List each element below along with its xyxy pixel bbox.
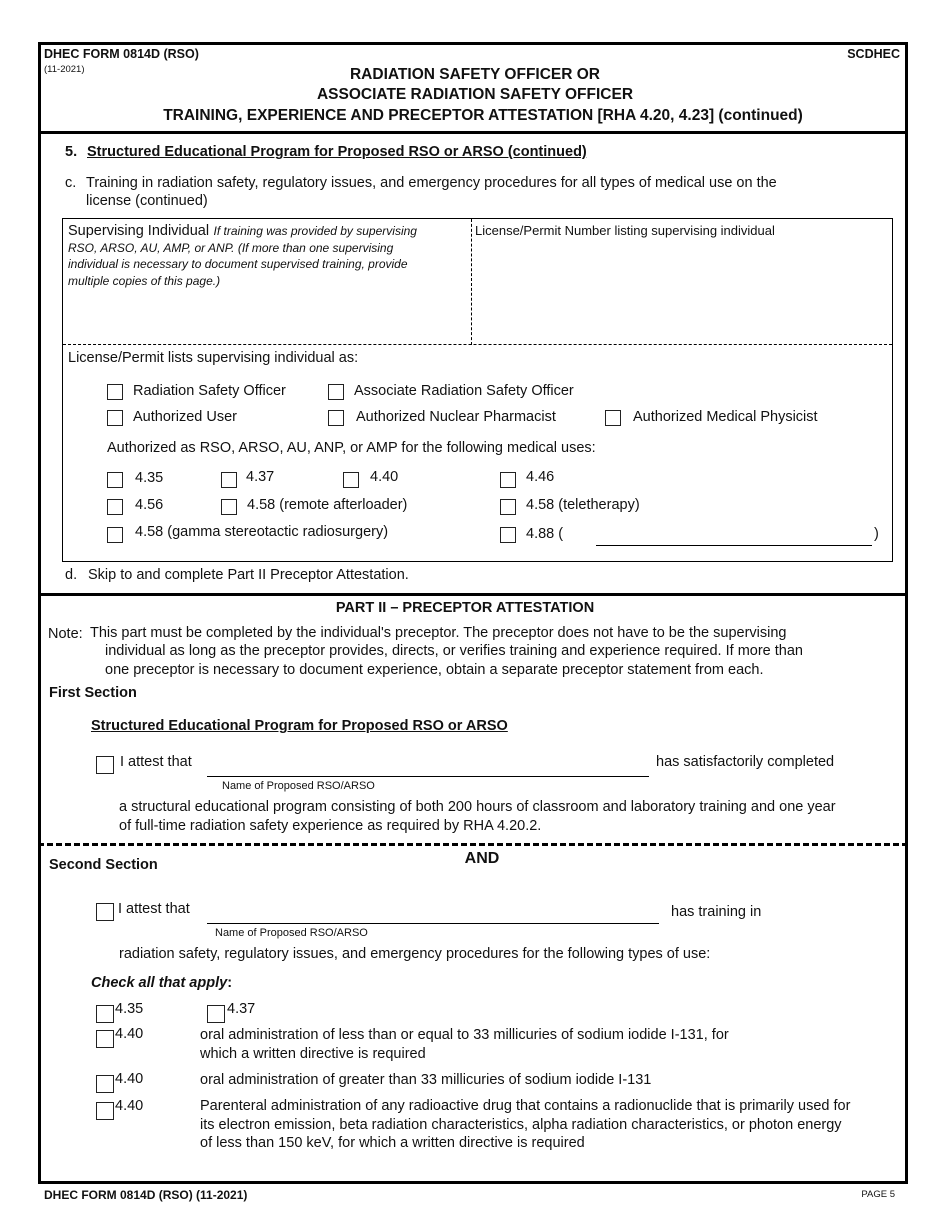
supervising-note-1: If training was provided by supervising (213, 224, 417, 238)
item-c-letter: c. (65, 175, 77, 191)
use-456-label: 4.56 (135, 497, 164, 513)
arso-label: Associate Radiation Safety Officer (354, 383, 574, 399)
use-446-label: 4.46 (526, 469, 555, 485)
item-440-wd-desc-2: which a written directive is required (200, 1046, 426, 1062)
license-number-field[interactable]: License/Permit Number listing supervising individual (475, 223, 775, 238)
item-435-label: 4.35 (115, 1001, 144, 1017)
amp-checkbox[interactable] (605, 410, 621, 426)
first-name-input-line[interactable] (207, 776, 649, 777)
item-440-parenteral-label: 4.40 (115, 1098, 144, 1114)
first-completed-label: has satisfactorily completed (656, 754, 835, 770)
item-440-gt33-label: 4.40 (115, 1071, 144, 1087)
supervising-note-4: multiple copies of this page.) (68, 273, 221, 288)
item-440-wd-desc-1: oral administration of less than or equal to 33 millicuries of sodium iodide I-131, for (200, 1027, 729, 1043)
au-label: Authorized User (133, 409, 237, 425)
item-435-checkbox[interactable] (96, 1005, 114, 1023)
note-line-3: one preceptor is necessary to document experience, obtain a separate preceptor statement from each. (105, 662, 764, 678)
second-attest-label: I attest that (118, 901, 190, 917)
use-488-close: ) (874, 526, 879, 542)
item-d-letter: d. (65, 567, 78, 583)
agency-name: SCDHEC (847, 47, 900, 61)
item-c-line-2: license (continued) (86, 193, 208, 209)
use-440-label: 4.40 (370, 469, 399, 485)
use-456-checkbox[interactable] (107, 499, 123, 515)
item-437-checkbox[interactable] (207, 1005, 225, 1023)
use-446-checkbox[interactable] (500, 472, 516, 488)
use-458-gamma-checkbox[interactable] (107, 527, 123, 543)
first-section-subheading: Structured Educational Program for Proposed RSO or ARSO (91, 718, 508, 734)
item-440-gt33-desc: oral administration of greater than 33 millicuries of sodium iodide I-131 (200, 1072, 652, 1088)
use-437-label: 4.37 (246, 469, 275, 485)
first-name-caption: Name of Proposed RSO/ARSO (222, 780, 375, 792)
and-label: AND (464, 850, 500, 867)
supervising-individual-field[interactable] (68, 223, 463, 289)
item-c-line-1: Training in radiation safety, regulatory issues, and emergency procedures for all types of medical use on the (86, 175, 777, 191)
section-dashed-divider (38, 843, 908, 846)
title-line-1: RADIATION SAFETY OFFICER OR (349, 66, 600, 83)
first-body-line-2: of full-time radiation safety experience as required by RHA 4.20.2. (119, 818, 542, 834)
use-435-label: 4.35 (135, 470, 164, 486)
section-number: 5. (65, 144, 78, 160)
authorized-for-label: Authorized as RSO, ARSO, AU, ANP, or AMP for the following medical uses: (107, 440, 596, 456)
second-name-input-line[interactable] (207, 923, 659, 924)
supervising-box-dashline (63, 344, 892, 345)
item-440-gt33-checkbox[interactable] (96, 1075, 114, 1093)
use-437-checkbox[interactable] (221, 472, 237, 488)
second-attest-checkbox[interactable] (96, 903, 114, 921)
use-458-gamma-label: 4.58 (gamma stereotactic radiosurgery) (135, 524, 389, 540)
first-attest-label: I attest that (120, 754, 192, 770)
first-section-title: First Section (49, 685, 137, 701)
second-name-caption: Name of Proposed RSO/ARSO (215, 927, 368, 939)
part2-divider (38, 593, 908, 596)
check-all-label: Check all that apply: (91, 975, 233, 991)
use-458-remote-checkbox[interactable] (221, 499, 237, 515)
use-458-tele-label: 4.58 (teletherapy) (526, 497, 640, 513)
use-488-checkbox[interactable] (500, 527, 516, 543)
item-437-label: 4.37 (227, 1001, 256, 1017)
note-line-1: This part must be completed by the individual's preceptor. The preceptor does not have to be the supervising (90, 625, 787, 641)
use-488-input-line[interactable] (596, 545, 872, 546)
anp-label: Authorized Nuclear Pharmacist (356, 409, 556, 425)
second-section-title: Second Section (49, 857, 158, 873)
rso-label: Radiation Safety Officer (133, 383, 286, 399)
anp-checkbox[interactable] (328, 410, 344, 426)
title-line-2: ASSOCIATE RADIATION SAFETY OFFICER (316, 86, 634, 103)
item-d-text: Skip to and complete Part II Preceptor Attestation. (88, 567, 409, 583)
footer-page-number: PAGE 5 (861, 1189, 895, 1200)
use-458-remote-label: 4.58 (remote afterloader) (247, 497, 408, 513)
lists-as-label: License/Permit lists supervising individual as: (68, 350, 359, 366)
item-440-wd-label: 4.40 (115, 1026, 144, 1042)
section-heading: Structured Educational Program for Proposed RSO or ARSO (continued) (87, 144, 587, 160)
second-training-label: has training in (671, 904, 762, 920)
au-checkbox[interactable] (107, 410, 123, 426)
title-line-3: TRAINING, EXPERIENCE AND PRECEPTOR ATTESTATION [RHA 4.20, 4.23] (continued) (163, 107, 803, 124)
second-body: radiation safety, regulatory issues, and emergency procedures for the following types of use: (119, 946, 711, 962)
part2-heading: PART II – PRECEPTOR ATTESTATION (335, 600, 595, 616)
supervising-note-2: RSO, ARSO, AU, AMP, or ANP. (If more than one supervising (68, 240, 394, 255)
footer-form-label: DHEC FORM 0814D (RSO) (11-2021) (44, 1188, 248, 1202)
supervising-note-3: individual is necessary to document supervised training, provide (68, 257, 408, 271)
rso-checkbox[interactable] (107, 384, 123, 400)
item-440-parenteral-checkbox[interactable] (96, 1102, 114, 1120)
item-440-parenteral-desc-3: of less than 150 keV, for which a written directive is required (200, 1135, 585, 1151)
use-435-checkbox[interactable] (107, 472, 123, 488)
arso-checkbox[interactable] (328, 384, 344, 400)
first-body-line-1: a structural educational program consisting of both 200 hours of classroom and laboratory training and one year (119, 799, 836, 815)
note-line-2: individual as long as the preceptor provides, directs, or verifies training and experience required. If more than (105, 643, 803, 659)
first-attest-checkbox[interactable] (96, 756, 114, 774)
use-440-checkbox[interactable] (343, 472, 359, 488)
use-458-tele-checkbox[interactable] (500, 499, 516, 515)
form-id: DHEC FORM 0814D (RSO) (44, 47, 199, 61)
supervising-label: Supervising Individual (68, 223, 210, 239)
item-440-parenteral-desc-2: its electron emission, beta radiation characteristics, alpha radiation characteristics, or photon energy (200, 1117, 842, 1133)
use-488-label: 4.88 ( (526, 526, 564, 542)
item-440-parenteral-desc-1: Parenteral administration of any radioactive drug that contains a radionuclide that is primarily used for (200, 1098, 851, 1114)
item-440-wd-checkbox[interactable] (96, 1030, 114, 1048)
header-divider (38, 131, 908, 134)
form-date: (11-2021) (44, 64, 85, 75)
amp-label: Authorized Medical Physicist (633, 409, 818, 425)
note-label: Note: (48, 626, 83, 642)
supervising-box-divider (471, 219, 472, 345)
